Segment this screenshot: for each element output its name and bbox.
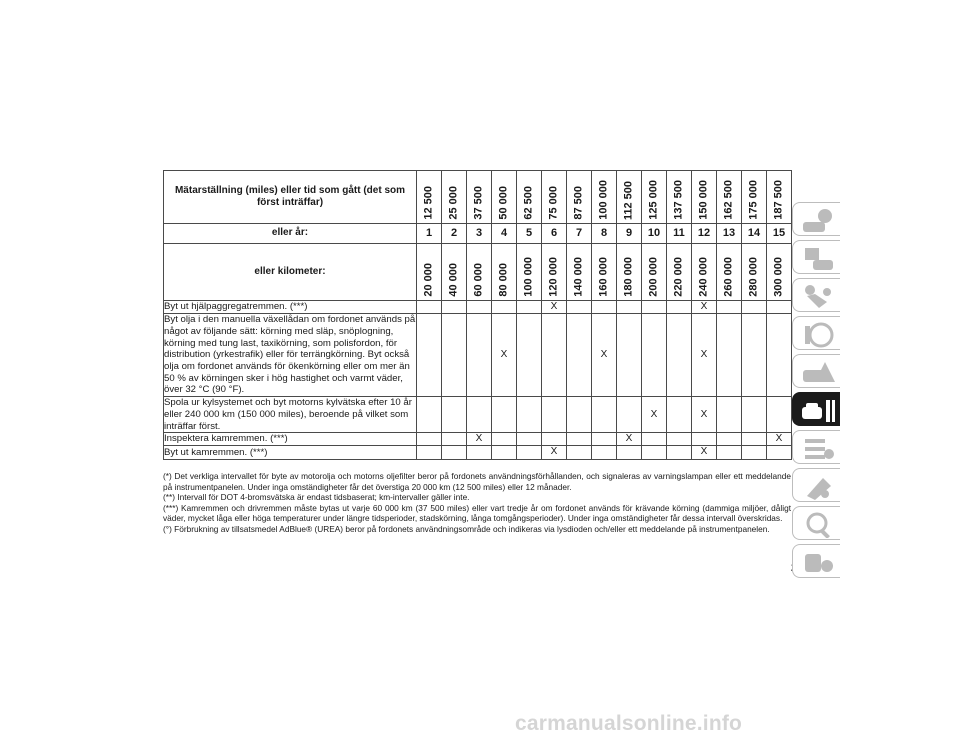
- interval-mark-cell: X: [492, 314, 517, 397]
- watermark: carmanualsonline.info: [515, 712, 743, 735]
- interval-mark-cell: [417, 301, 442, 314]
- year-header-cell: 8: [592, 224, 617, 244]
- table-row: [164, 433, 792, 446]
- km-header-cell-text: 100 000: [522, 257, 535, 297]
- miles-header-cell: [542, 171, 567, 224]
- table-row: [164, 397, 792, 433]
- year-header-label: eller år:: [164, 224, 417, 244]
- interval-mark-cell: [492, 433, 517, 446]
- year-header-cell: 2: [442, 224, 467, 244]
- interval-mark-cell: [617, 446, 642, 459]
- year-header-cell: 1: [417, 224, 442, 244]
- interval-mark-cell: X: [617, 433, 642, 446]
- chapter-tab[interactable]: [792, 430, 840, 464]
- km-header-cell: [542, 244, 567, 301]
- interval-mark-cell: [517, 301, 542, 314]
- miles-header-cell: [442, 171, 467, 224]
- interval-mark-cell: [417, 314, 442, 397]
- km-header-cell-text: 260 000: [722, 257, 735, 297]
- miles-header-cell-text: 87 500: [572, 186, 585, 220]
- interval-mark-cell: [642, 446, 667, 459]
- interval-mark-cell: [517, 446, 542, 459]
- chapter-tab[interactable]: [792, 316, 840, 350]
- interval-mark-cell: [492, 301, 517, 314]
- miles-header-row: [164, 171, 792, 224]
- miles-header-cell-text: 62 500: [522, 186, 535, 220]
- km-header-cell: [417, 244, 442, 301]
- interval-mark-cell: [617, 301, 642, 314]
- km-header-cell: [492, 244, 517, 301]
- task-cell: Byt ut hjälpaggregatremmen. (***): [164, 301, 417, 314]
- km-header-cell-text: 140 000: [572, 257, 585, 297]
- interval-mark-cell: [667, 433, 692, 446]
- interval-mark-cell: [742, 301, 767, 314]
- miles-header-cell-text: 112 500: [622, 180, 635, 220]
- km-header-cell: [517, 244, 542, 301]
- interval-mark-cell: X: [692, 314, 717, 397]
- interval-mark-cell: [617, 314, 642, 397]
- miles-header-cell: [742, 171, 767, 224]
- miles-header-label: Mätarställning (miles) eller tid som gått (det som först inträffar): [164, 171, 417, 224]
- km-header-cell-text: 160 000: [597, 257, 610, 297]
- footnote: (***) Kamremmen och drivremmen måste bytas ut varje 60 000 km (37 500 miles) eller vart tredje år om fordonet används för krävande körning (dammiga miljöer, dåligt väder, mycket låga eller höga temperaturer under längre tidsperioder, stadskörning, långa tomgångsperioder). Under inga omständigheter får dessa intervall överskridas.: [163, 502, 791, 524]
- year-header-cell: 14: [742, 224, 767, 244]
- interval-mark-cell: [692, 433, 717, 446]
- year-header-cell: 10: [642, 224, 667, 244]
- year-header-cell: 7: [567, 224, 592, 244]
- chapter-tab[interactable]: [792, 468, 840, 502]
- interval-mark-cell: [742, 446, 767, 459]
- interval-mark-cell: [767, 446, 792, 459]
- interval-mark-cell: [567, 314, 592, 397]
- interval-mark-cell: X: [542, 301, 567, 314]
- interval-mark-cell: [717, 301, 742, 314]
- year-header-cell: 13: [717, 224, 742, 244]
- interval-mark-cell: X: [542, 446, 567, 459]
- km-header-cell-text: 20 000: [422, 263, 435, 297]
- interval-mark-cell: [717, 446, 742, 459]
- km-header-cell-text: 240 000: [697, 257, 710, 297]
- task-cell: Inspektera kamremmen. (***): [164, 433, 417, 446]
- miles-header-cell: [492, 171, 517, 224]
- km-header-cell: [467, 244, 492, 301]
- interval-mark-cell: [592, 433, 617, 446]
- miles-header-cell-text: 150 000: [697, 180, 710, 220]
- table-row: [164, 314, 792, 397]
- maintenance-schedule-table: [163, 170, 792, 460]
- miles-header-cell: [617, 171, 642, 224]
- interval-mark-cell: [742, 433, 767, 446]
- task-cell: Byt ut kamremmen. (***): [164, 446, 417, 459]
- chapter-tab[interactable]: [792, 202, 840, 236]
- chapter-tabs: [792, 202, 840, 582]
- interval-mark-cell: [442, 433, 467, 446]
- miles-header-cell: [517, 171, 542, 224]
- footnotes: [163, 471, 791, 534]
- chapter-tab[interactable]: [792, 506, 840, 540]
- footnote: (**) Intervall för DOT 4-bromsvätska är endast tidsbaserat; km-intervaller gäller inte.: [163, 492, 470, 503]
- miles-header-cell-text: 12 500: [422, 186, 435, 220]
- miles-header-cell-text: 137 500: [672, 180, 685, 220]
- interval-mark-cell: X: [692, 301, 717, 314]
- interval-mark-cell: [592, 301, 617, 314]
- interval-mark-cell: [767, 301, 792, 314]
- interval-mark-cell: [667, 301, 692, 314]
- interval-mark-cell: [467, 446, 492, 459]
- chapter-tab[interactable]: [792, 544, 840, 578]
- year-header-cell: 3: [467, 224, 492, 244]
- interval-mark-cell: [667, 446, 692, 459]
- interval-mark-cell: X: [692, 397, 717, 433]
- km-header-cell-text: 40 000: [447, 263, 460, 297]
- year-header-cell: 15: [767, 224, 792, 244]
- year-header-cell: 5: [517, 224, 542, 244]
- km-header-cell-text: 80 000: [497, 263, 510, 297]
- km-header-cell: [617, 244, 642, 301]
- task-cell: Byt olja i den manuella växellådan om fordonet används på något av följande sätt: körning med släp, snöplogning, körning med tung last, taxikörning, som polisfordon, för distribution (yrkestrafik) eller för terrängkörning. Byt också olja om fordonet används för ökenkörning eller om mer än 50 % av körningen sker i hög hastighet och varmt väder, över 32 °C (90 °F).: [164, 314, 416, 396]
- interval-mark-cell: [467, 397, 492, 433]
- miles-header-cell-text: 187 500: [772, 180, 785, 220]
- interval-mark-cell: [742, 314, 767, 397]
- interval-mark-cell: [542, 314, 567, 397]
- miles-header-cell: [717, 171, 742, 224]
- interval-mark-cell: [767, 397, 792, 433]
- interval-mark-cell: [542, 397, 567, 433]
- interval-mark-cell: X: [592, 314, 617, 397]
- km-header-label: eller kilometer:: [164, 244, 417, 301]
- interval-mark-cell: [617, 397, 642, 433]
- miles-header-cell-text: 75 000: [547, 186, 560, 220]
- table-row: [164, 446, 792, 459]
- interval-mark-cell: [417, 446, 442, 459]
- interval-mark-cell: [542, 433, 567, 446]
- miles-header-cell-text: 162 500: [722, 180, 735, 220]
- interval-mark-cell: [667, 397, 692, 433]
- chapter-tab[interactable]: [792, 240, 840, 274]
- interval-mark-cell: [717, 433, 742, 446]
- interval-mark-cell: [517, 433, 542, 446]
- year-header-cell: 12: [692, 224, 717, 244]
- miles-header-cell-text: 125 000: [647, 180, 660, 220]
- year-header-cell: 4: [492, 224, 517, 244]
- interval-mark-cell: [592, 397, 617, 433]
- km-header-cell-text: 300 000: [772, 257, 785, 297]
- footnote: (*) Det verkliga intervallet för byte av motorolja och motorns oljefilter beror på fordonets användningsförhållanden, och signaleras av varningslampan eller ett meddelande på instrumentpanelen. Under inga omständigheter får det överstiga 20 000 km (12 500 miles) eller 12 månader.: [163, 471, 791, 492]
- km-header-cell: [642, 244, 667, 301]
- km-header-cell-text: 200 000: [647, 257, 660, 297]
- km-header-cell: [442, 244, 467, 301]
- interval-mark-cell: [717, 397, 742, 433]
- interval-mark-cell: [517, 314, 542, 397]
- km-header-cell-text: 180 000: [622, 257, 635, 297]
- miles-header-cell-text: 37 500: [472, 186, 485, 220]
- miles-header-cell: [592, 171, 617, 224]
- interval-mark-cell: [442, 314, 467, 397]
- footnote: (°) Förbrukning av tillsatsmedel AdBlue® (UREA) beror på fordonets användningsområde och indikeras via lysdioden och/eller ett meddelande på instrumentpanelen.: [163, 523, 770, 534]
- km-header-cell: [717, 244, 742, 301]
- interval-mark-cell: [417, 397, 442, 433]
- interval-mark-cell: [567, 301, 592, 314]
- km-header-cell: [692, 244, 717, 301]
- interval-mark-cell: [442, 301, 467, 314]
- miles-header-cell-text: 100 000: [597, 180, 610, 220]
- interval-mark-cell: [417, 433, 442, 446]
- interval-mark-cell: [742, 397, 767, 433]
- miles-header-cell: [567, 171, 592, 224]
- interval-mark-cell: [567, 397, 592, 433]
- interval-mark-cell: [492, 446, 517, 459]
- interval-mark-cell: [592, 446, 617, 459]
- interval-mark-cell: [492, 397, 517, 433]
- interval-mark-cell: X: [767, 433, 792, 446]
- chapter-tab[interactable]: [792, 354, 840, 388]
- interval-mark-cell: [667, 314, 692, 397]
- interval-mark-cell: [442, 446, 467, 459]
- chapter-tab[interactable]: [792, 278, 840, 312]
- interval-mark-cell: [717, 314, 742, 397]
- interval-mark-cell: [467, 301, 492, 314]
- miles-header-cell: [692, 171, 717, 224]
- km-header-cell-text: 220 000: [672, 257, 685, 297]
- km-header-cell-text: 280 000: [747, 257, 760, 297]
- miles-header-cell: [417, 171, 442, 224]
- table-row: [164, 301, 792, 314]
- km-header-cell: [592, 244, 617, 301]
- interval-mark-cell: [467, 314, 492, 397]
- year-header-row: [164, 224, 792, 244]
- miles-header-cell: [767, 171, 792, 224]
- interval-mark-cell: [642, 433, 667, 446]
- interval-mark-cell: X: [692, 446, 717, 459]
- interval-mark-cell: [442, 397, 467, 433]
- km-header-cell: [767, 244, 792, 301]
- year-header-cell: 11: [667, 224, 692, 244]
- miles-header-cell: [642, 171, 667, 224]
- interval-mark-cell: X: [467, 433, 492, 446]
- interval-mark-cell: [567, 433, 592, 446]
- interval-mark-cell: [567, 446, 592, 459]
- interval-mark-cell: [642, 301, 667, 314]
- km-header-cell-text: 60 000: [472, 263, 485, 297]
- interval-mark-cell: X: [642, 397, 667, 433]
- task-cell: Spola ur kylsystemet och byt motorns kylvätska efter 10 år eller 240 000 km (150 000 miles), beroende på vilket som inträffar först.: [164, 397, 417, 433]
- miles-header-cell: [467, 171, 492, 224]
- year-header-cell: 9: [617, 224, 642, 244]
- miles-header-cell: [667, 171, 692, 224]
- interval-mark-cell: [517, 397, 542, 433]
- interval-mark-cell: [767, 314, 792, 397]
- chapter-tab[interactable]: [792, 392, 840, 426]
- miles-header-cell-text: 25 000: [447, 186, 460, 220]
- km-header-cell: [567, 244, 592, 301]
- interval-mark-cell: [642, 314, 667, 397]
- km-header-cell: [667, 244, 692, 301]
- km-header-cell: [742, 244, 767, 301]
- km-header-cell-text: 120 000: [547, 257, 560, 297]
- miles-header-cell-text: 175 000: [747, 180, 760, 220]
- year-header-cell: 6: [542, 224, 567, 244]
- miles-header-cell-text: 50 000: [497, 186, 510, 220]
- km-header-row: [164, 244, 792, 301]
